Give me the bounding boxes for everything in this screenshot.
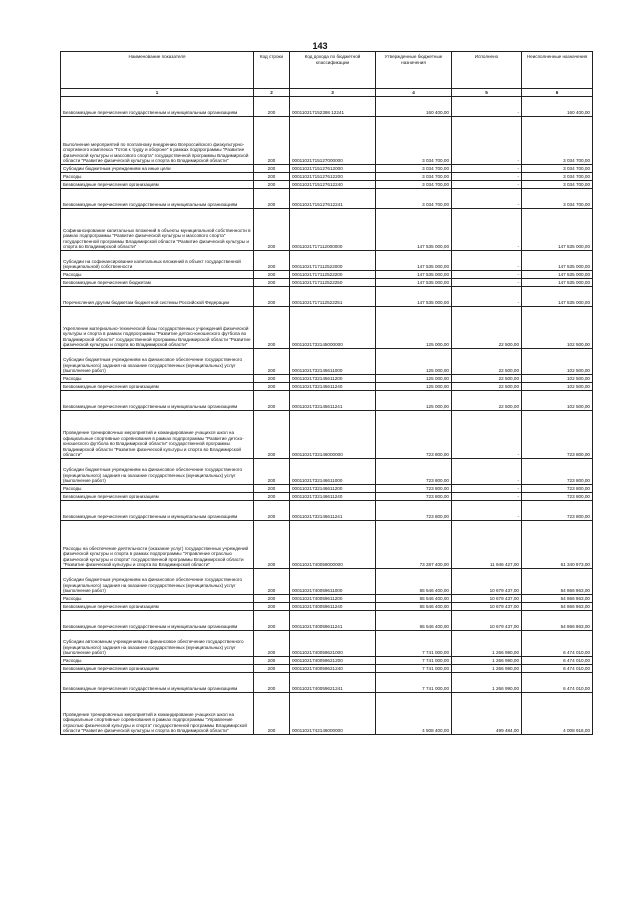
remaining-amount-cell: 723 800,00 bbox=[522, 501, 593, 521]
budget-code-cell: 00011021740059611200 bbox=[290, 595, 376, 603]
budget-code-cell: 00011021740059000000 bbox=[290, 521, 376, 569]
approved-amount-cell: 723 800,00 bbox=[376, 485, 452, 493]
table-row bbox=[61, 307, 593, 349]
budget-code-cell: 00011021715127612200 bbox=[290, 173, 376, 181]
indicator-name-cell: Безвозмездные перечисления государственным и муниципальным организациям bbox=[61, 391, 254, 411]
approved-amount-cell: 723 800,00 bbox=[376, 411, 452, 459]
approved-amount-cell: 723 800,00 bbox=[376, 501, 452, 521]
table-row bbox=[61, 251, 593, 271]
executed-amount-cell: - bbox=[452, 209, 522, 251]
remaining-amount-cell: 6 474 010,00 bbox=[522, 657, 593, 665]
line-code-cell: 200 bbox=[254, 307, 290, 349]
header-budget-code: Код дохода по бюджетной классификации bbox=[290, 52, 376, 89]
budget-code-cell: 00011021732146611200 bbox=[290, 485, 376, 493]
executed-amount-cell: - bbox=[452, 411, 522, 459]
budget-code-cell: 00011021732145611200 bbox=[290, 375, 376, 383]
indicator-name-cell: Безвозмездные перечисления организациям bbox=[61, 665, 254, 673]
indicator-name-cell: Проведение тренировочных мероприятий и командирование учащихся школ на официальные спортивные соревнования в рамках подпрограммы "Управление отраслью физической культуры и спорта" государственной программы Владимирской области "Развитие физической культуры и спорта во Владимирской области" bbox=[61, 693, 254, 735]
budget-code-cell: 00011021740059621200 bbox=[290, 657, 376, 665]
line-code-cell: 200 bbox=[254, 665, 290, 673]
table-row bbox=[61, 383, 593, 391]
line-code-cell: 200 bbox=[254, 673, 290, 693]
indicator-name-cell: Расходы bbox=[61, 485, 254, 493]
executed-amount-cell: - bbox=[452, 493, 522, 501]
indicator-name-cell: Субсидии бюджетным учреждениям на финансовое обеспечение государственного (муниципального) задания на оказание государственных (муниципальных) услуг (выполнение работ) bbox=[61, 459, 254, 485]
approved-amount-cell: 147 535 000,00 bbox=[376, 209, 452, 251]
remaining-amount-cell: 723 800,00 bbox=[522, 459, 593, 485]
approved-amount-cell: 7 741 000,00 bbox=[376, 673, 452, 693]
approved-amount-cell: 7 741 000,00 bbox=[376, 631, 452, 657]
executed-amount-cell: 10 679 437,00 bbox=[452, 611, 522, 631]
remaining-amount-cell: 54 866 963,00 bbox=[522, 595, 593, 603]
executed-amount-cell: - bbox=[452, 181, 522, 189]
line-code-cell: 200 bbox=[254, 693, 290, 735]
budget-code-cell: 00011021740059611240 bbox=[290, 603, 376, 611]
table-row bbox=[61, 595, 593, 603]
approved-amount-cell: 4 508 400,00 bbox=[376, 693, 452, 735]
line-code-cell: 200 bbox=[254, 603, 290, 611]
remaining-amount-cell: 54 866 963,00 bbox=[522, 611, 593, 631]
budget-code-cell: 00011021740059621000 bbox=[290, 631, 376, 657]
executed-amount-cell: - bbox=[452, 189, 522, 209]
indicator-name-cell: Расходы bbox=[61, 375, 254, 383]
indicator-name-cell: Расходы bbox=[61, 271, 254, 279]
table-row bbox=[61, 287, 593, 307]
budget-code-cell: 00011021717112522251 bbox=[290, 287, 376, 307]
line-code-cell: 200 bbox=[254, 595, 290, 603]
table-row bbox=[61, 349, 593, 375]
table-row bbox=[61, 665, 593, 673]
executed-amount-cell: 22 500,00 bbox=[452, 383, 522, 391]
approved-amount-cell: 723 800,00 bbox=[376, 459, 452, 485]
remaining-amount-cell: 54 866 963,00 bbox=[522, 569, 593, 595]
table-row bbox=[61, 569, 593, 595]
budget-code-cell: 00011021740059611241 bbox=[290, 611, 376, 631]
approved-amount-cell: 147 535 000,00 bbox=[376, 271, 452, 279]
line-code-cell: 200 bbox=[254, 251, 290, 271]
executed-amount-cell: 11 946 427,00 bbox=[452, 521, 522, 569]
line-code-cell: 200 bbox=[254, 97, 290, 117]
budget-code-cell: 00011021715127000000 bbox=[290, 117, 376, 165]
table-row bbox=[61, 631, 593, 657]
column-number: 5 bbox=[452, 89, 522, 97]
header-executed: Исполнено bbox=[452, 52, 522, 89]
indicator-name-cell: Безвозмездные перечисления государственным и муниципальным организациям bbox=[61, 673, 254, 693]
executed-amount-cell: 10 679 437,00 bbox=[452, 603, 522, 611]
budget-code-cell: 00011021740059621240 bbox=[290, 665, 376, 673]
indicator-name-cell: Перечисления другим бюджетам бюджетной системы Российской Федерации bbox=[61, 287, 254, 307]
header-line-code: Код строки bbox=[254, 52, 290, 89]
budget-code-cell: 00011021740059621241 bbox=[290, 673, 376, 693]
indicator-name-cell: Расходы на обеспечение деятельности (оказание услуг) государственных учреждений физической культуры и спорта в рамках подпрограммы "Управление отраслью физической культуры и спорта" государственной программы Владимирской области "Развитие физической культуры и спорта во Владимирской области" bbox=[61, 521, 254, 569]
indicator-name-cell: Безвозмездные перечисления организациям bbox=[61, 603, 254, 611]
table-row bbox=[61, 485, 593, 493]
page-number: 143 bbox=[312, 41, 328, 51]
executed-amount-cell: - bbox=[452, 117, 522, 165]
line-code-cell: 200 bbox=[254, 521, 290, 569]
remaining-amount-cell: 723 800,00 bbox=[522, 493, 593, 501]
budget-code-cell: 00011021732146000000 bbox=[290, 411, 376, 459]
indicator-name-cell: Субсидии на софинансирование капитальных вложений в объект государственной (муниципальной) собственности bbox=[61, 251, 254, 271]
approved-amount-cell: 147 535 000,00 bbox=[376, 279, 452, 287]
approved-amount-cell: 7 741 000,00 bbox=[376, 657, 452, 665]
approved-amount-cell: 3 034 700,00 bbox=[376, 173, 452, 181]
executed-amount-cell: - bbox=[452, 173, 522, 181]
budget-code-cell: 00011021717112522200 bbox=[290, 271, 376, 279]
remaining-amount-cell: 3 034 700,00 bbox=[522, 165, 593, 173]
table-row bbox=[61, 165, 593, 173]
executed-amount-cell: - bbox=[452, 459, 522, 485]
approved-amount-cell: 3 034 700,00 bbox=[376, 117, 452, 165]
indicator-name-cell: Субсидии автономным учреждениям на финансовое обеспечение государственного (муниципального) задания на оказание государственных (муниципальных) услуг (выполнение работ) bbox=[61, 631, 254, 657]
column-number: 6 bbox=[522, 89, 593, 97]
budget-code-cell: 00011021732146611240 bbox=[290, 493, 376, 501]
table-row bbox=[61, 657, 593, 665]
table-row bbox=[61, 271, 593, 279]
line-code-cell: 200 bbox=[254, 287, 290, 307]
indicator-name-cell: Субсидии бюджетным учреждениям на финансовое обеспечение государственного (муниципального) задания на оказание государственных (муниципальных) услуг (выполнение работ) bbox=[61, 349, 254, 375]
table-row bbox=[61, 279, 593, 287]
table-row bbox=[61, 611, 593, 631]
indicator-name-cell: Безвозмездные перечисления организациям bbox=[61, 181, 254, 189]
table-row bbox=[61, 521, 593, 569]
table-row bbox=[61, 501, 593, 521]
line-code-cell: 200 bbox=[254, 459, 290, 485]
budget-code-cell: 00011021732145611240 bbox=[290, 383, 376, 391]
indicator-name-cell: Безвозмездные перечисления организациям bbox=[61, 493, 254, 501]
remaining-amount-cell: 3 034 700,00 bbox=[522, 173, 593, 181]
remaining-amount-cell: 102 500,00 bbox=[522, 349, 593, 375]
budget-code-cell: 00011021715127612000 bbox=[290, 165, 376, 173]
budget-code-cell: 00011021732146611000 bbox=[290, 459, 376, 485]
column-number: 1 bbox=[61, 89, 254, 97]
remaining-amount-cell: 147 535 000,00 bbox=[522, 271, 593, 279]
approved-amount-cell: 65 546 400,00 bbox=[376, 603, 452, 611]
indicator-name-cell: Безвозмездные перечисления организациям bbox=[61, 383, 254, 391]
line-code-cell: 200 bbox=[254, 173, 290, 181]
line-code-cell: 200 bbox=[254, 569, 290, 595]
line-code-cell: 200 bbox=[254, 493, 290, 501]
budget-code-cell: 00011021732145611000 bbox=[290, 349, 376, 375]
indicator-name-cell: Расходы bbox=[61, 595, 254, 603]
remaining-amount-cell: 3 034 700,00 bbox=[522, 181, 593, 189]
table-row bbox=[61, 189, 593, 209]
table-row bbox=[61, 693, 593, 735]
budget-code-cell: 00011021732146611241 bbox=[290, 501, 376, 521]
executed-amount-cell: - bbox=[452, 287, 522, 307]
budget-code-cell: 00011021717112522000 bbox=[290, 251, 376, 271]
column-number: 4 bbox=[376, 89, 452, 97]
executed-amount-cell: 1 266 990,00 bbox=[452, 631, 522, 657]
line-code-cell: 200 bbox=[254, 117, 290, 165]
indicator-name-cell: Безвозмездные перечисления бюджетам bbox=[61, 279, 254, 287]
indicator-name-cell: Расходы bbox=[61, 173, 254, 181]
table-row bbox=[61, 493, 593, 501]
remaining-amount-cell: 102 500,00 bbox=[522, 307, 593, 349]
line-code-cell: 200 bbox=[254, 279, 290, 287]
remaining-amount-cell: 147 535 000,00 bbox=[522, 279, 593, 287]
header-remaining: Неисполненные назначения bbox=[522, 52, 593, 89]
indicator-name-cell: Укрепление материально-технической базы государственных учреждений физической культуры и спорта в рамках подпрограммы "Развитие детско-юношеского футбола во Владимирской области" государственной программы Владимирской области "Развитие физической культуры и спорта во Владимирской области" bbox=[61, 307, 254, 349]
indicator-name-cell: Выполнение мероприятий по поэтапному внедрению Всероссийского физкультурно-спортивного комплекса "Готов к труду и обороне" в рамках подпрограммы "Развитие физической культуры и массового спорта" государственной программы Владимирской области "Развитие физической культуры и спорта во Владимирской области" bbox=[61, 117, 254, 165]
line-code-cell: 200 bbox=[254, 349, 290, 375]
indicator-name-cell: Проведение тренировочных мероприятий и командирование учащихся школ на официальные спортивные соревнования в рамках подпрограммы "Развитие детско-юношеского футбола во Владимирской области" государственной программы Владимирской области "Развитие физической культуры и спорта во Владимирской области" bbox=[61, 411, 254, 459]
approved-amount-cell: 7 741 000,00 bbox=[376, 665, 452, 673]
remaining-amount-cell: 4 008 916,00 bbox=[522, 693, 593, 735]
remaining-amount-cell: 6 474 010,00 bbox=[522, 631, 593, 657]
remaining-amount-cell: 6 474 010,00 bbox=[522, 665, 593, 673]
line-code-cell: 200 bbox=[254, 611, 290, 631]
executed-amount-cell: - bbox=[452, 271, 522, 279]
table-row bbox=[61, 673, 593, 693]
table-row bbox=[61, 391, 593, 411]
remaining-amount-cell: 723 800,00 bbox=[522, 485, 593, 493]
indicator-name-cell: Безвозмездные перечисления государственным и муниципальным организациям bbox=[61, 97, 254, 117]
executed-amount-cell: 10 679 437,00 bbox=[452, 595, 522, 603]
line-code-cell: 200 bbox=[254, 209, 290, 251]
executed-amount-cell: 22 500,00 bbox=[452, 307, 522, 349]
indicator-name-cell: Субсидии бюджетным учреждениям на финансовое обеспечение государственного (муниципального) задания на оказание государственных (муниципальных) услуг (выполнение работ) bbox=[61, 569, 254, 595]
budget-execution-table bbox=[60, 51, 593, 735]
executed-amount-cell: - bbox=[452, 251, 522, 271]
remaining-amount-cell: 102 500,00 bbox=[522, 383, 593, 391]
indicator-name-cell: Безвозмездные перечисления государственным и муниципальным организациям bbox=[61, 189, 254, 209]
table-row bbox=[61, 117, 593, 165]
indicator-name-cell: Расходы bbox=[61, 657, 254, 665]
indicator-name-cell: Безвозмездные перечисления государственным и муниципальным организациям bbox=[61, 611, 254, 631]
approved-amount-cell: 125 000,00 bbox=[376, 307, 452, 349]
line-code-cell: 200 bbox=[254, 411, 290, 459]
line-code-cell: 200 bbox=[254, 501, 290, 521]
remaining-amount-cell: 723 800,00 bbox=[522, 411, 593, 459]
remaining-amount-cell: 6 474 010,00 bbox=[522, 673, 593, 693]
column-number: 2 bbox=[254, 89, 290, 97]
executed-amount-cell: 499 484,00 bbox=[452, 693, 522, 735]
remaining-amount-cell: 3 034 700,00 bbox=[522, 189, 593, 209]
remaining-amount-cell: 160 400,00 bbox=[522, 97, 593, 117]
budget-code-cell: 00011021717112522250 bbox=[290, 279, 376, 287]
column-number: 3 bbox=[290, 89, 376, 97]
remaining-amount-cell: 3 034 700,00 bbox=[522, 117, 593, 165]
line-code-cell: 200 bbox=[254, 485, 290, 493]
line-code-cell: 200 bbox=[254, 165, 290, 173]
line-code-cell: 200 bbox=[254, 657, 290, 665]
remaining-amount-cell: 147 535 000,00 bbox=[522, 209, 593, 251]
budget-code-cell: 00011021717112000000 bbox=[290, 209, 376, 251]
table-row bbox=[61, 459, 593, 485]
table-row bbox=[61, 411, 593, 459]
approved-amount-cell: 723 800,00 bbox=[376, 493, 452, 501]
indicator-name-cell: Безвозмездные перечисления государственным и муниципальным организациям bbox=[61, 501, 254, 521]
line-code-cell: 200 bbox=[254, 375, 290, 383]
remaining-amount-cell: 54 866 963,00 bbox=[522, 603, 593, 611]
budget-code-cell: 00011021715127612240 bbox=[290, 181, 376, 189]
approved-amount-cell: 160 400,00 bbox=[376, 97, 452, 117]
budget-code-cell: 00011021715127612241 bbox=[290, 189, 376, 209]
table-row bbox=[61, 181, 593, 189]
approved-amount-cell: 125 000,00 bbox=[376, 391, 452, 411]
executed-amount-cell: - bbox=[452, 97, 522, 117]
approved-amount-cell: 65 546 400,00 bbox=[376, 611, 452, 631]
approved-amount-cell: 3 034 700,00 bbox=[376, 165, 452, 173]
approved-amount-cell: 3 034 700,00 bbox=[376, 189, 452, 209]
remaining-amount-cell: 147 535 000,00 bbox=[522, 251, 593, 271]
table-row bbox=[61, 603, 593, 611]
approved-amount-cell: 3 034 700,00 bbox=[376, 181, 452, 189]
remaining-amount-cell: 102 500,00 bbox=[522, 391, 593, 411]
line-code-cell: 200 bbox=[254, 383, 290, 391]
executed-amount-cell: 10 679 437,00 bbox=[452, 569, 522, 595]
table-row bbox=[61, 375, 593, 383]
header-indicator-name: Наименование показателя bbox=[61, 52, 254, 89]
approved-amount-cell: 125 000,00 bbox=[376, 375, 452, 383]
table-header-row bbox=[61, 52, 593, 89]
approved-amount-cell: 147 535 000,00 bbox=[376, 287, 452, 307]
executed-amount-cell: - bbox=[452, 501, 522, 521]
executed-amount-cell: - bbox=[452, 165, 522, 173]
remaining-amount-cell: 102 500,00 bbox=[522, 375, 593, 383]
executed-amount-cell: 1 266 990,00 bbox=[452, 657, 522, 665]
executed-amount-cell: 22 500,00 bbox=[452, 391, 522, 411]
executed-amount-cell: 1 266 990,00 bbox=[452, 665, 522, 673]
line-code-cell: 200 bbox=[254, 189, 290, 209]
indicator-name-cell: Софинансирование капитальных вложений в объекты муниципальной собственности в рамках подпрограммы "Развитие физической культуры и массового спорта" государственной программы Владимирской области "Развитие физической культуры и спорта во Владимирской области" bbox=[61, 209, 254, 251]
approved-amount-cell: 125 000,00 bbox=[376, 383, 452, 391]
line-code-cell: 200 bbox=[254, 631, 290, 657]
table-row bbox=[61, 209, 593, 251]
budget-code-cell: 000110217152398 12241 bbox=[290, 97, 376, 117]
approved-amount-cell: 65 546 400,00 bbox=[376, 595, 452, 603]
indicator-name-cell: Субсидии бюджетным учреждениям на иные цели bbox=[61, 165, 254, 173]
approved-amount-cell: 125 000,00 bbox=[376, 349, 452, 375]
line-code-cell: 200 bbox=[254, 271, 290, 279]
approved-amount-cell: 65 546 400,00 bbox=[376, 569, 452, 595]
executed-amount-cell: - bbox=[452, 279, 522, 287]
budget-code-cell: 00011021732145611241 bbox=[290, 391, 376, 411]
executed-amount-cell: 22 500,00 bbox=[452, 375, 522, 383]
line-code-cell: 200 bbox=[254, 391, 290, 411]
budget-code-cell: 00011021732145000000 bbox=[290, 307, 376, 349]
executed-amount-cell: 22 500,00 bbox=[452, 349, 522, 375]
line-code-cell: 200 bbox=[254, 181, 290, 189]
table-row bbox=[61, 97, 593, 117]
header-approved: Утвержденные бюджетные назначения bbox=[376, 52, 452, 89]
remaining-amount-cell: 147 535 000,00 bbox=[522, 287, 593, 307]
remaining-amount-cell: 61 340 973,00 bbox=[522, 521, 593, 569]
budget-code-cell: 00011021742146000000 bbox=[290, 693, 376, 735]
executed-amount-cell: - bbox=[452, 485, 522, 493]
approved-amount-cell: 147 535 000,00 bbox=[376, 251, 452, 271]
budget-code-cell: 00011021740059611000 bbox=[290, 569, 376, 595]
executed-amount-cell: 1 266 990,00 bbox=[452, 673, 522, 693]
table-row bbox=[61, 173, 593, 181]
approved-amount-cell: 73 287 400,00 bbox=[376, 521, 452, 569]
column-number-row bbox=[61, 89, 593, 97]
